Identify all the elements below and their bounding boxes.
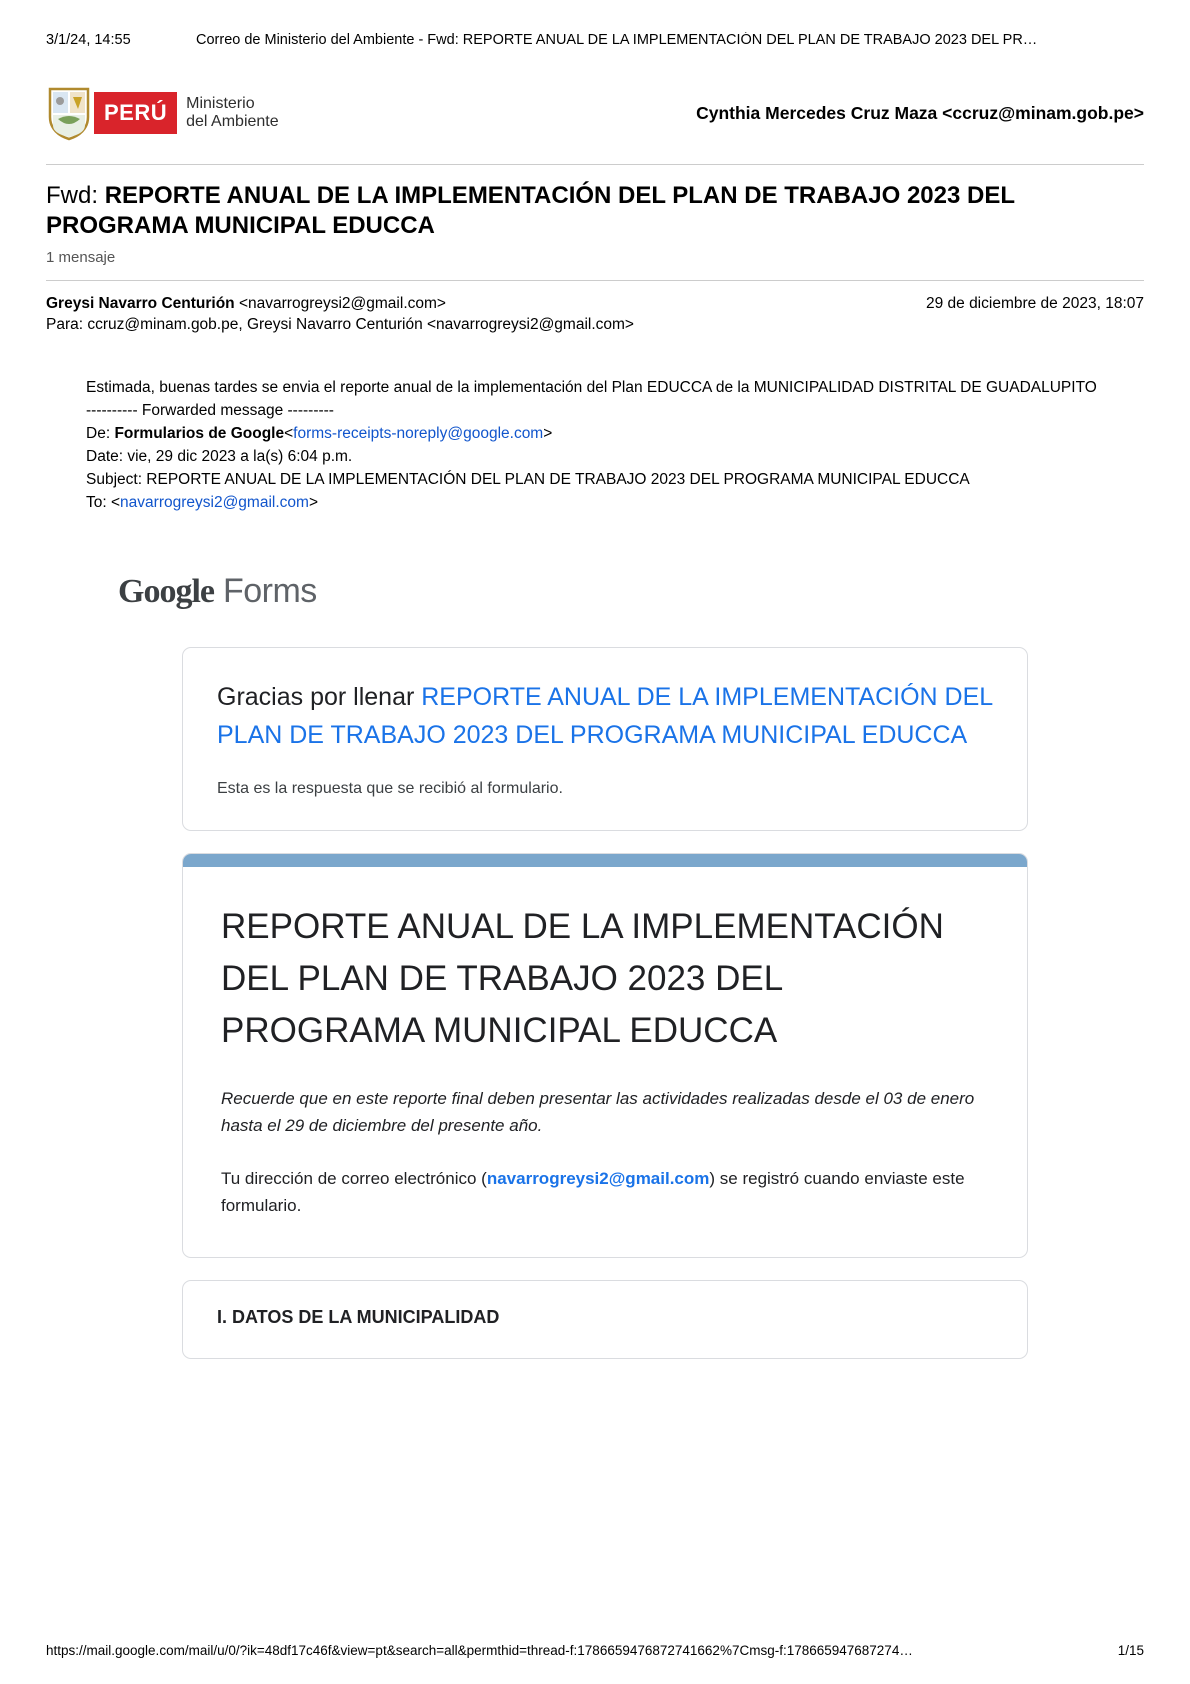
- message-subject: [46, 181, 1144, 241]
- sender-row: [46, 295, 1144, 313]
- ministry-line-2: del Ambiente: [186, 113, 279, 130]
- ministry-wordmark: [177, 92, 289, 134]
- recipients-line: [46, 316, 1144, 334]
- thanks-card: [182, 647, 1028, 831]
- subject-text: REPORTE ANUAL DE LA IMPLEMENTACIÓN DEL PLAN DE TRABAJO 2023 DEL PROGRAMA MUNICIPAL EDUCCA: [46, 182, 1015, 239]
- header-divider: [46, 164, 1144, 165]
- footer-url: https://mail.google.com/mail/u/0/?ik=48df17c46f&view=pt&search=all&permthid=thread-f:1786659476872741662%7Cmsg-f:178665947687274…: [46, 1643, 913, 1658]
- thanks-subtext: Esta es la respuesta que se recibió al formulario.: [217, 780, 563, 797]
- google-forms-logo: [118, 572, 1144, 611]
- sender-name: Greysi Navarro Centurión: [46, 295, 235, 312]
- peru-minam-logo: [46, 82, 289, 144]
- form-section-card: [182, 1280, 1028, 1359]
- forwarded-to-label: To:: [86, 494, 111, 511]
- form-card: [182, 853, 1028, 1258]
- email-note-email: navarrogreysi2@gmail.com: [486, 1169, 710, 1188]
- body-intro: Estimada, buenas tardes se envia el reporte anual de la implementación del Plan EDUCCA de la MUNICIPALIDAD DISTRITAL DE GUADALUPITO: [86, 379, 1097, 396]
- account-label: Cynthia Mercedes Cruz Maza <ccruz@minam.gob.pe>: [696, 102, 1144, 123]
- to-label: Para:: [46, 316, 88, 333]
- print-footer: [46, 1643, 1144, 1658]
- subject-prefix: Fwd:: [46, 182, 105, 209]
- thanks-heading: [217, 678, 993, 754]
- sender-email: <navarrogreysi2@gmail.com>: [238, 295, 446, 312]
- forwarded-to: To: <navarrogreysi2@gmail.com>: [86, 494, 318, 511]
- form-description: Recuerde que en este reporte final deben presentar las actividades realizadas desde el 03 de enero hasta el 29 de diciembre del presente año.: [221, 1089, 975, 1135]
- forwarded-from: De: Formularios de Google<forms-receipts-noreply@google.com>: [86, 425, 553, 442]
- message-count: 1 mensaje: [46, 249, 116, 266]
- form-accent-stripe: [183, 854, 1027, 867]
- ministry-line-1: Ministerio: [186, 95, 255, 112]
- message-date: 29 de diciembre de 2023, 18:07: [925, 295, 1144, 312]
- google-forms-block: [46, 572, 1144, 1359]
- from-email-link[interactable]: forms-receipts-noreply@google.com: [293, 425, 544, 442]
- forwarded-divider: ---------- Forwarded message ---------: [86, 402, 334, 419]
- email-note-suffix: ) se registró cuando enviaste este formulario.: [221, 1169, 965, 1215]
- forms-wordmark: Forms: [222, 572, 317, 610]
- print-date: 3/1/24, 14:55: [46, 32, 131, 48]
- thanks-form-name: REPORTE ANUAL DE LA IMPLEMENTACIÓN DEL PLAN DE TRABAJO 2023 DEL PROGRAMA MUNICIPAL EDUCCA: [217, 683, 993, 749]
- forwarded-to-email-link[interactable]: navarrogreysi2@gmail.com: [120, 494, 309, 511]
- sender-identity: [46, 295, 446, 313]
- thanks-prefix: Gracias por llenar: [217, 683, 422, 711]
- to-value: ccruz@minam.gob.pe, Greysi Navarro Centurión <navarrogreysi2@gmail.com>: [87, 316, 634, 333]
- mail-header: [46, 82, 1144, 164]
- forwarded-subject: Subject: REPORTE ANUAL DE LA IMPLEMENTACIÓN DEL PLAN DE TRABAJO 2023 DEL PROGRAMA MUNICIPAL EDUCCA: [86, 471, 970, 488]
- email-note-prefix: Tu dirección de correo electrónico (: [221, 1169, 487, 1188]
- form-title: REPORTE ANUAL DE LA IMPLEMENTACIÓN DEL PLAN DE TRABAJO 2023 DEL PROGRAMA MUNICIPAL EDUCCA: [221, 907, 944, 1050]
- form-card-content: [183, 867, 1027, 1257]
- forwarded-date: Date: vie, 29 dic 2023 a la(s) 6:04 p.m.: [86, 448, 353, 465]
- peru-wordmark: PERÚ: [94, 92, 177, 134]
- subject-divider: [46, 280, 1144, 281]
- peru-coat-of-arms-icon: [46, 85, 92, 141]
- print-header: [46, 28, 1144, 48]
- google-wordmark: Google: [118, 573, 214, 610]
- footer-page-number: 1/15: [1117, 1643, 1144, 1658]
- print-title: Correo de Ministerio del Ambiente - Fwd: REPORTE ANUAL DE LA IMPLEMENTACIÓN DEL PLAN DE TRABAJO 2023 DEL PR…: [196, 32, 1038, 48]
- from-name: Formularios de Google: [114, 425, 285, 442]
- from-label: De:: [86, 425, 115, 442]
- form-email-note: [221, 1165, 989, 1219]
- message-body: [46, 376, 1144, 514]
- form-section-title: I. DATOS DE LA MUNICIPALIDAD: [217, 1307, 500, 1327]
